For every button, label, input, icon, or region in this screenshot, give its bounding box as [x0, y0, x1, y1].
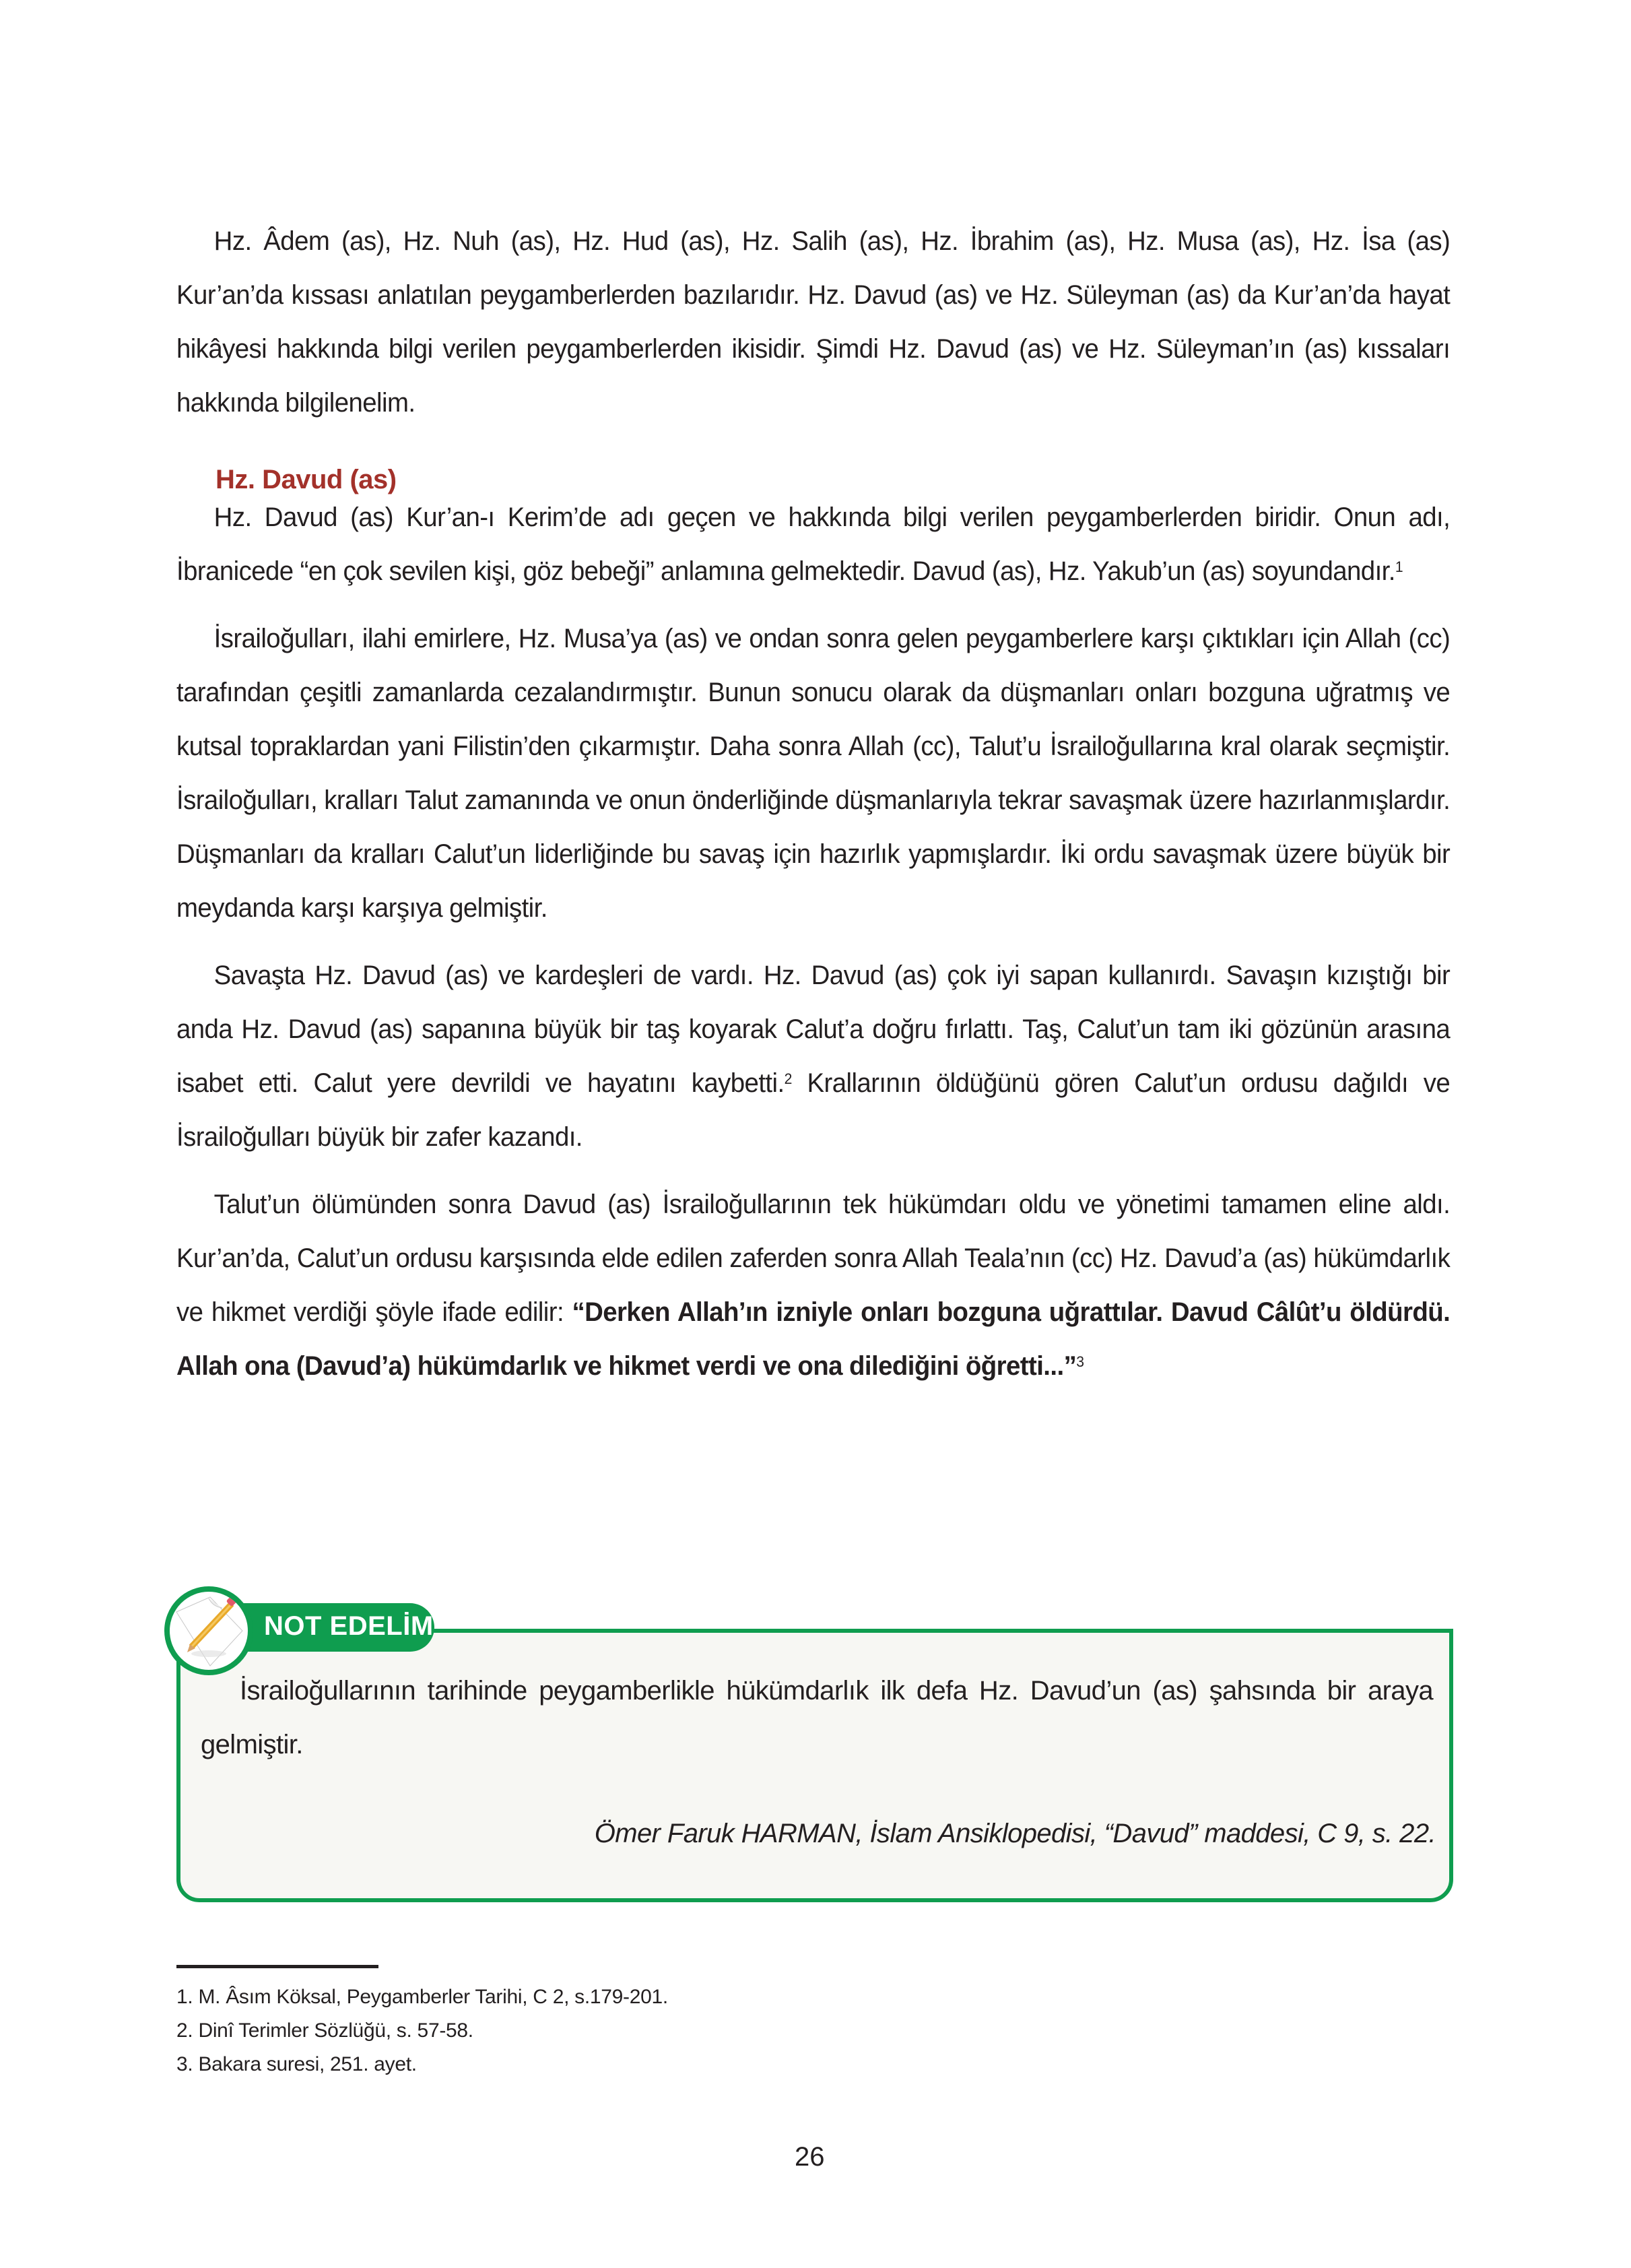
note-body: [201, 1664, 1433, 1772]
footnote-ref-1[interactable]: 1: [1395, 558, 1403, 575]
main-text-block: [176, 490, 1450, 1406]
quran-quote: “Derken Allah’ın izniyle onları bozguna uğrattılar. Davud Câlût’u öldürdü. Allah ona (Davud’a) hükümdarlık ve hikmet verdi ve ona dilediğini öğretti...”: [176, 1297, 1451, 1381]
footnotes: [176, 1980, 668, 2081]
footnote-2: 2. Dinî Terimler Sözlüğü, s. 57-58.: [176, 2019, 473, 2042]
paragraph-text: Talut’un ölümünden sonra Davud (as) İsrailoğullarının tek hükümdarı oldu ve yönetimi tamamen eline aldı. Kur’an’da, Calut’un ordusu karşısında elde edilen zaferden sonra Allah Teala’nın (cc) Hz. Davud’a (as) hükümdarlık ve hikmet verdiği şöyle ifade edilir:: [176, 1190, 1451, 1327]
footnote-ref-3[interactable]: 3: [1076, 1353, 1084, 1370]
paragraph-davud-intro: [176, 490, 1450, 598]
paragraph-text: Savaşta Hz. Davud (as) ve kardeşleri de vardı. Hz. Davud (as) çok iyi sapan kullanırdı. Savaşın kızıştığı bir anda Hz. Davud (as) sapanına büyük bir taş koyarak Calut’a doğru fırlattı. Taş, Calut’un tam iki gözünün arasına isabet etti. Calut yere devrildi ve hayatını kaybetti.: [176, 961, 1451, 1098]
footnote-1: 1. M. Âsım Köksal, Peygamberler Tarihi, C 2, s.179-201.: [176, 1986, 668, 2008]
footnote-3: 3. Bakara suresi, 251. ayet.: [176, 2053, 417, 2075]
paragraph-israilogullari: İsrailoğulları, ilahi emirlere, Hz. Musa’ya (as) ve ondan sonra gelen peygamberlere karşı çıktıkları için Allah (cc) tarafından çeşitli zamanlarda cezalandırmıştır. Bunun sonucu olarak da düşmanları onları bozguna uğratmış ve kutsal topraklardan yani Filistin’den çıkarmıştır. Daha sonra Allah (cc), Talut’u İsrailoğullarına kral olarak seçmiştir. İsrailoğulları, kralları Talut zamanında ve onun önderliğinde düşmanlarıyla tekrar savaşmak üzere hazırlanmışlardır. Düşmanları da kralları Calut’un liderliğinde bu savaş için hazırlık yapmışlardır. İki ordu savaşmak üzere büyük bir meydanda karşı karşıya gelmiştir.: [176, 624, 1451, 923]
footnote-ref-2[interactable]: 2: [784, 1070, 792, 1087]
paragraph-text: Krallarının öldüğünü gören Calut’un ordusu dağıldı ve İsrailoğulları büyük bir zafer kazandı.: [176, 1068, 1451, 1152]
intro-paragraph: Hz. Âdem (as), Hz. Nuh (as), Hz. Hud (as), Hz. Salih (as), Hz. İbrahim (as), Hz. Musa (as), Hz. İsa (as) Kur’an’da kıssası anlatılan peygamberlerden bazılarıdır. Hz. Davud (as) ve Hz. Süleyman (as) da Kur’an’da hayat hikâyesi hakkında bilgi verilen peygamberlerden ikisidir. Şimdi Hz. Davud (as) ve Hz. Süleyman’ın (as) kıssaları hakkında bilgilenelim.: [176, 226, 1451, 418]
page-number: 26: [795, 2142, 825, 2172]
pencil-paper-icon: [164, 1586, 253, 1675]
note-title: NOT EDELİM: [264, 1611, 434, 1641]
footnote-divider: [176, 1965, 378, 1968]
section-heading: Hz. Davud (as): [215, 465, 397, 494]
paragraph-rule: [176, 1177, 1450, 1393]
note-paragraph: İsrailoğullarının tarihinde peygamberlikle hükümdarlık ilk defa Hz. Davud’un (as) şahsında bir araya gelmiştir.: [201, 1676, 1433, 1759]
note-source: Ömer Faruk HARMAN, İslam Ansiklopedisi, “Davud” maddesi, C 9, s. 22.: [594, 1819, 1436, 1848]
paragraph-battle: [176, 948, 1450, 1164]
paragraph-text: Hz. Davud (as) Kur’an-ı Kerim’de adı geçen ve hakkında bilgi verilen peygamberlerden biridir. Onun adı, İbranicede “en çok sevilen kişi, göz bebeği” anlamına gelmektedir. Davud (as), Hz. Yakub’un (as) soyundandır.: [176, 503, 1451, 586]
intro-block: [176, 214, 1450, 443]
